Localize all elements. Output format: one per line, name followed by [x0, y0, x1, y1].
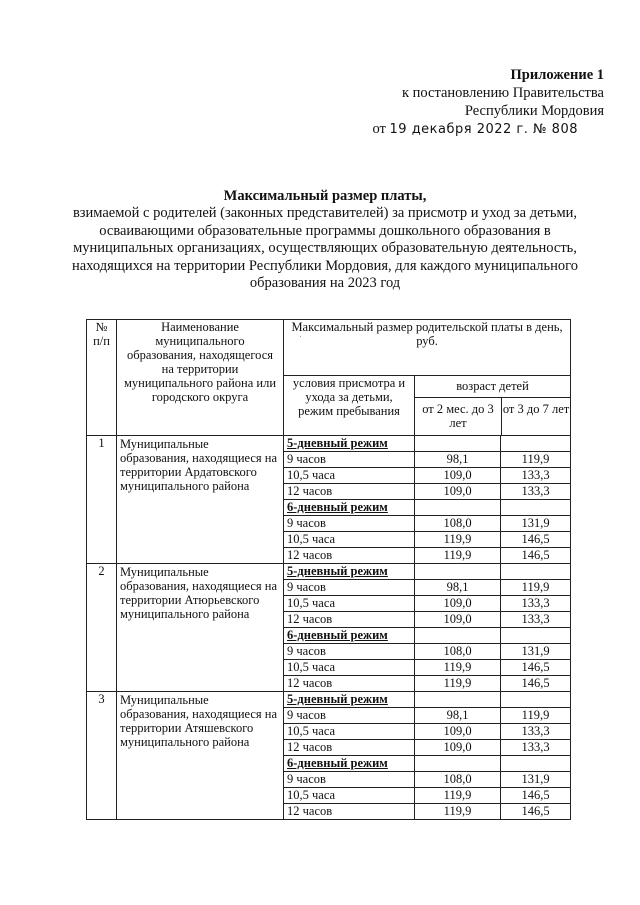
appendix-title: Приложение 1 [510, 67, 604, 83]
fee-age-2-cell: 133,3 [501, 724, 571, 740]
decree-date-number: 19 декабря 2022 г. № 808 [389, 122, 578, 137]
appendix-line-1: к постановлению Правительства [402, 85, 604, 101]
hours-cell: 10,5 часа [284, 468, 415, 484]
fee-age-2-cell: 133,3 [501, 612, 571, 628]
hours-cell: 10,5 часа [284, 788, 415, 804]
hours-cell: 9 часов [284, 580, 415, 596]
heading-bold: Максимальный размер платы, [223, 188, 427, 204]
document-heading [60, 188, 590, 292]
appendix-dateline [372, 120, 578, 139]
hours-cell: 10,5 часа [284, 724, 415, 740]
row-number: 2 [87, 564, 117, 692]
fee-age-2-cell: 119,9 [501, 708, 571, 724]
mode-6-day: 6-дневный режим [284, 628, 415, 644]
header-age-1: от 2 мес. до 3 лет [415, 398, 502, 435]
hours-cell: 9 часов [284, 452, 415, 468]
fee-age-2-cell: 146,5 [501, 804, 571, 820]
hours-cell: 9 часов [284, 644, 415, 660]
fee-age-2-cell: 131,9 [501, 772, 571, 788]
fee-age-2-cell: 133,3 [501, 484, 571, 500]
hours-cell: 9 часов [284, 516, 415, 532]
mode-5-day: 5-дневный режим [284, 564, 415, 580]
hours-cell: 12 часов [284, 484, 415, 500]
fee-age-2-cell: 133,3 [501, 596, 571, 612]
row-number: 1 [87, 436, 117, 564]
appendix-block [372, 66, 604, 139]
municipality-name: Муниципальные образования, находящиеся на территории Атюрьевского муниципального района [117, 564, 284, 692]
fee-age-1-cell: 119,9 [415, 548, 501, 564]
heading-text: взимаемой с родителей (законных представителей) за присмотр и уход за детьми, осваивающими образовательные программы дошкольного образования в муниципальных организациях, осуществляющих образовательную деятельность, находящихся на территории Республики Мордовия, для каждого муниципального образования на 2023 год [71, 205, 579, 292]
fee-age-1-cell: 119,9 [415, 676, 501, 692]
fee-age-2-cell: 146,5 [501, 788, 571, 804]
hours-cell: 9 часов [284, 772, 415, 788]
municipality-name: Муниципальные образования, находящиеся на территории Ардатовского муниципального района [117, 436, 284, 564]
fee-age-1-cell: 109,0 [415, 740, 501, 756]
hours-cell: 12 часов [284, 804, 415, 820]
table-row [87, 436, 571, 452]
fee-age-2-cell: 133,3 [501, 740, 571, 756]
hours-cell: 12 часов [284, 548, 415, 564]
header-num: № п/п [87, 320, 117, 436]
hours-cell: 10,5 часа [284, 660, 415, 676]
header-max-fee: Максимальный размер родительской платы в день, руб. [284, 320, 571, 376]
fee-age-1-cell: 109,0 [415, 484, 501, 500]
fee-age-2-cell: 131,9 [501, 516, 571, 532]
fee-age-1-cell: 109,0 [415, 596, 501, 612]
hours-cell: 10,5 часа [284, 532, 415, 548]
header-conditions: условия присмотра и ухода за детьми, режим пребывания [284, 376, 415, 436]
fee-age-2-cell: 133,3 [501, 468, 571, 484]
mode-5-day: 5-дневный режим [284, 692, 415, 708]
row-number: 3 [87, 692, 117, 820]
fee-age-1-cell: 119,9 [415, 804, 501, 820]
fee-age-1-cell: 109,0 [415, 724, 501, 740]
fee-age-2-cell: 119,9 [501, 452, 571, 468]
header-age: возраст детей [415, 376, 570, 398]
municipality-name: Муниципальные образования, находящиеся на территории Атяшевского муниципального района [117, 692, 284, 820]
fee-age-1-cell: 108,0 [415, 644, 501, 660]
header-name: Наименование муниципального образования, находящегося на территории муниципального района или городского округа [117, 320, 284, 436]
hours-cell: 9 часов [284, 708, 415, 724]
fee-age-2-cell: 146,5 [501, 532, 571, 548]
fee-age-1-cell: 108,0 [415, 516, 501, 532]
fee-age-1-cell: 119,9 [415, 532, 501, 548]
table-row [87, 564, 571, 580]
hours-cell: 12 часов [284, 676, 415, 692]
table-row [87, 692, 571, 708]
table-body [87, 436, 571, 820]
date-prefix: от [372, 121, 386, 137]
fee-age-2-cell: 119,9 [501, 580, 571, 596]
fee-age-2-cell: 146,5 [501, 548, 571, 564]
fees-table [86, 319, 571, 820]
hours-cell: 10,5 часа [284, 596, 415, 612]
fee-age-1-cell: 98,1 [415, 580, 501, 596]
fee-age-1-cell: 108,0 [415, 772, 501, 788]
fee-age-1-cell: 109,0 [415, 612, 501, 628]
fee-age-2-cell: 131,9 [501, 644, 571, 660]
mode-6-day: 6-дневный режим [284, 500, 415, 516]
hours-cell: 12 часов [284, 612, 415, 628]
fee-age-1-cell: 119,9 [415, 788, 501, 804]
fee-age-1-cell: 119,9 [415, 660, 501, 676]
hours-cell: 12 часов [284, 740, 415, 756]
mode-6-day: 6-дневный режим [284, 756, 415, 772]
mode-5-day: 5-дневный режим [284, 436, 415, 452]
header-age-2: от 3 до 7 лет [502, 402, 570, 416]
fee-age-1-cell: 109,0 [415, 468, 501, 484]
fee-age-1-cell: 98,1 [415, 452, 501, 468]
fee-age-2-cell: 146,5 [501, 660, 571, 676]
appendix-line-2: Республики Мордовия [464, 103, 604, 119]
fee-age-1-cell: 98,1 [415, 708, 501, 724]
fee-age-2-cell: 146,5 [501, 676, 571, 692]
